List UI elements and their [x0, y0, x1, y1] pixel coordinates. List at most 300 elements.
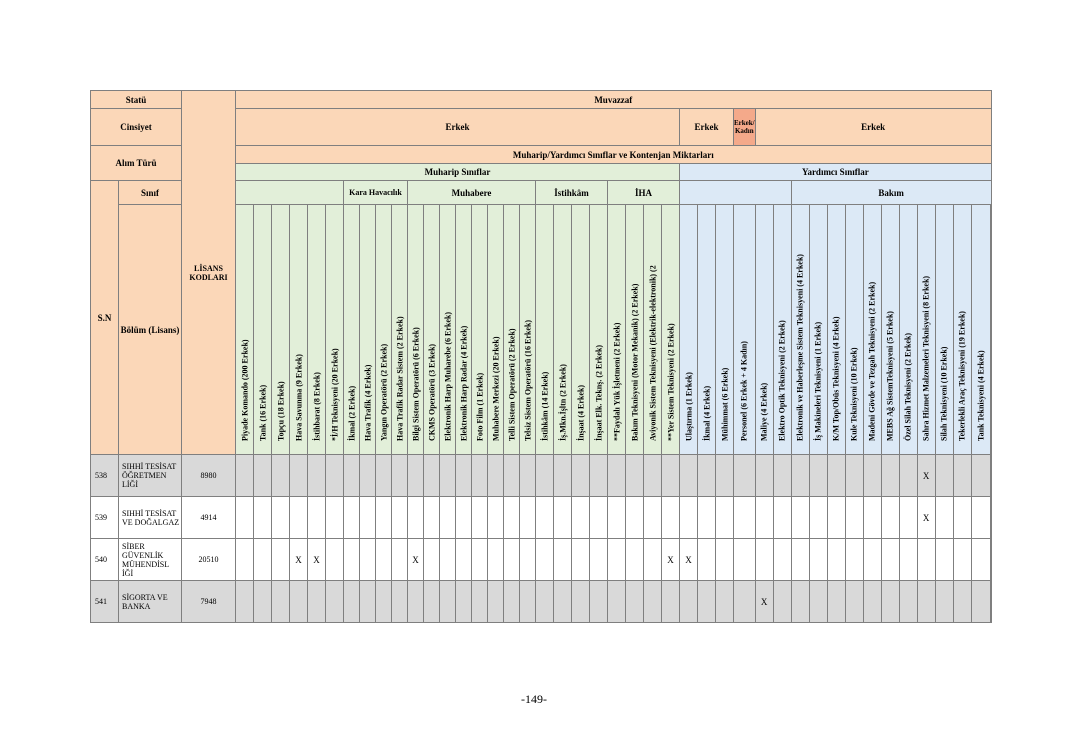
lisans-kodlari-label: LİSANS KODLARI: [182, 91, 236, 455]
class-column-label: Silah Teknisyeni (10 Erkek): [939, 346, 949, 441]
class-column-label: Topçu (18 Erkek): [276, 381, 285, 441]
quota-cell: [456, 497, 472, 539]
siniflar-title: Muharip/Yardımcı Sınıflar ve Kontenjan Miktarları: [236, 146, 992, 164]
license-quota-table-main: [90, 90, 992, 623]
class-column-label: Sahra Hizmet Malzemeleri Teknisyeni (8 Erkek): [921, 275, 931, 441]
quota-cell: [644, 581, 662, 623]
quota-cell: [360, 497, 376, 539]
quota-cell: [456, 455, 472, 497]
class-column-header: [791, 205, 809, 455]
class-column-header: [536, 205, 554, 455]
quota-cell: [809, 581, 827, 623]
class-column-header: [716, 205, 734, 455]
quota-cell: [272, 455, 290, 497]
quota-mark: X: [680, 539, 698, 581]
quota-cell: [953, 455, 971, 497]
quota-cell: [626, 539, 644, 581]
quota-cell: [608, 581, 626, 623]
quota-cell: [554, 539, 572, 581]
quota-cell: [644, 497, 662, 539]
quota-cell: [809, 539, 827, 581]
quota-cell: [326, 497, 344, 539]
row-bolum: SIHHİ TESİSAT VE DOĞALGAZ: [119, 497, 182, 539]
quota-cell: [488, 581, 504, 623]
quota-cell: [424, 539, 440, 581]
class-column-label: *İ/H Teknisyeni (20 Erkek): [330, 348, 339, 441]
quota-cell: [716, 539, 734, 581]
quota-mark: X: [662, 539, 680, 581]
table-row: [91, 539, 992, 581]
row-bolum: SIHHİ TESİSAT ÖĞRETMEN LİĞİ: [119, 455, 182, 497]
quota-cell: [791, 539, 809, 581]
class-column-header: [236, 205, 254, 455]
quota-cell: [917, 581, 935, 623]
class-column-header: [644, 205, 662, 455]
quota-cell: [236, 497, 254, 539]
class-column-label: Elektronik Harp Muharebe (6 Erkek): [443, 311, 452, 441]
class-column-header: [440, 205, 456, 455]
quota-cell: [472, 581, 488, 623]
muharip-plain-group: [236, 181, 344, 205]
quota-cell: [755, 497, 773, 539]
quota-cell: [734, 539, 756, 581]
muhabere-group: Muhabere: [408, 181, 536, 205]
quota-cell: [456, 581, 472, 623]
quota-cell: [440, 581, 456, 623]
class-column-label: Muhabere Merkezi (20 Erkek): [491, 336, 500, 441]
statu-label: Statü: [91, 91, 182, 109]
class-column-header: [990, 205, 991, 455]
class-column-label: Tekerlekli Araç Teknisyeni (19 Erkek): [957, 311, 967, 441]
class-column-label: Tank Teknisyeni (4 Erkek): [976, 350, 986, 441]
quota-cell: [472, 497, 488, 539]
class-column-header: [254, 205, 272, 455]
class-column-label: Ulaştırma (1 Erkek): [684, 372, 693, 441]
class-column-header: [827, 205, 845, 455]
row-sn: 540: [91, 539, 119, 581]
quota-cell: [827, 539, 845, 581]
quota-cell: [272, 539, 290, 581]
quota-cell: [536, 497, 554, 539]
class-column-label: Özel Silah Teknisyeni (2 Erkek): [903, 332, 913, 441]
quota-cell: [809, 497, 827, 539]
class-column-header: [863, 205, 881, 455]
class-column-header: [917, 205, 935, 455]
class-column-label: **Yer Sistem Teknisyeni (2 Erkek): [666, 323, 675, 441]
quota-cell: [290, 581, 308, 623]
class-column-header: [272, 205, 290, 455]
quota-cell: [488, 539, 504, 581]
yardimci-siniflar-header: Yardımcı Sınıflar: [680, 164, 992, 181]
quota-cell: [899, 539, 917, 581]
class-column-header: [290, 205, 308, 455]
class-column-label: Aviyonik Sistem Teknisyeni (Elektrik-elektronik) (2: [648, 265, 657, 441]
class-column-label: Yangın Operatörü (2 Erkek): [379, 343, 388, 441]
quota-cell: [290, 497, 308, 539]
muvazzaf-header: Muvazzaf: [236, 91, 992, 109]
quota-cell: [360, 539, 376, 581]
class-column-label: Telsiz Sistem Operatörü (16 Erkek): [523, 319, 532, 441]
quota-cell: [392, 581, 408, 623]
quota-cell: [272, 497, 290, 539]
class-column-header: [590, 205, 608, 455]
quota-cell: [863, 455, 881, 497]
quota-cell: [881, 497, 899, 539]
quota-cell: [935, 539, 953, 581]
class-column-label: Personel (6 Erkek + 4 Kadın): [739, 341, 749, 441]
quota-cell: [554, 455, 572, 497]
quota-cell: [827, 581, 845, 623]
class-column-header: [680, 205, 698, 455]
quota-cell: [504, 581, 520, 623]
quota-cell: [755, 539, 773, 581]
class-column-header: [572, 205, 590, 455]
quota-cell: [971, 455, 990, 497]
quota-cell: [734, 497, 756, 539]
quota-cell: [734, 455, 756, 497]
row-lisans-kodu: 8980: [182, 455, 236, 497]
quota-cell: [308, 581, 326, 623]
class-column-label: İnşaat (4 Erkek): [576, 384, 585, 441]
class-column-label: Bakım Teknisyeni (Motor Mekanik) (2 Erkek): [630, 283, 639, 441]
quota-cell: [408, 581, 424, 623]
quota-cell: [644, 455, 662, 497]
class-column-label: Hava Trafik Radar Sistem (2 Erkek): [395, 316, 404, 441]
quota-cell: [899, 581, 917, 623]
quota-cell: [773, 455, 791, 497]
quota-cell: [990, 581, 991, 623]
quota-cell: [488, 497, 504, 539]
quota-cell: [424, 581, 440, 623]
quota-cell: [536, 455, 554, 497]
quota-cell: [716, 497, 734, 539]
quota-cell: [440, 539, 456, 581]
sinif-label: Sınıf: [119, 181, 182, 205]
quota-cell: [899, 497, 917, 539]
quota-cell: [608, 539, 626, 581]
muharip-siniflar-header: Muharip Sınıflar: [236, 164, 680, 181]
quota-cell: [326, 581, 344, 623]
quota-cell: [662, 497, 680, 539]
quota-cell: [554, 581, 572, 623]
quota-cell: [520, 497, 536, 539]
row-bolum: SİBER GÜVENLİK MÜHENDİSL İĞİ: [119, 539, 182, 581]
class-column-header: [392, 205, 408, 455]
quota-cell: [644, 539, 662, 581]
class-column-label: İkmal (2 Erkek): [347, 385, 356, 441]
bolum-label: Bölüm (Lisans): [119, 205, 182, 455]
table-row: [91, 581, 992, 623]
quota-cell: [254, 581, 272, 623]
class-column-header: [456, 205, 472, 455]
quota-cell: [424, 497, 440, 539]
class-column-label: İş Makineleri Teknisyeni (1 Erkek): [813, 321, 823, 441]
page-number: -149-: [521, 692, 547, 706]
quota-cell: [572, 497, 590, 539]
quota-cell: [755, 455, 773, 497]
quota-cell: [360, 455, 376, 497]
quota-cell: [734, 581, 756, 623]
row-lisans-kodu: 7948: [182, 581, 236, 623]
class-column-header: [935, 205, 953, 455]
quota-cell: [626, 581, 644, 623]
class-column-header: [376, 205, 392, 455]
quota-cell: [290, 455, 308, 497]
quota-cell: [827, 455, 845, 497]
quota-cell: [845, 539, 863, 581]
quota-cell: [440, 455, 456, 497]
quota-cell: [845, 455, 863, 497]
quota-cell: [590, 539, 608, 581]
cinsiyet-erkek-right: Erkek: [755, 109, 991, 146]
class-column-label: Elektronik ve Haberleşme Sistem Teknisyeni (4 Erkek): [795, 254, 805, 441]
class-column-header: [953, 205, 971, 455]
quota-cell: [326, 455, 344, 497]
quota-cell: [236, 455, 254, 497]
quota-cell: [308, 455, 326, 497]
quota-cell: [608, 497, 626, 539]
class-column-header: [971, 205, 990, 455]
quota-cell: [626, 455, 644, 497]
class-column-label: K/M Top/Obüs Teknisyeni (4 Erkek): [831, 316, 841, 441]
class-column-header: [488, 205, 504, 455]
class-column-label: Telli Sistem Operatörü (2 Erkek): [507, 328, 516, 441]
quota-cell: [971, 497, 990, 539]
class-column-header: [424, 205, 440, 455]
quota-mark: X: [917, 455, 935, 497]
row-bolum: SİGORTA VE BANKA: [119, 581, 182, 623]
class-column-label: Piyade Komando (200 Erkek): [240, 339, 249, 441]
class-column-label: İş.Mkn.İşltn (2 Erkek): [558, 364, 567, 441]
quota-cell: [845, 497, 863, 539]
iha-group: İHA: [608, 181, 680, 205]
class-column-label: [990, 325, 991, 441]
class-column-header: [734, 205, 756, 455]
row-sn: 541: [91, 581, 119, 623]
quota-cell: [990, 455, 991, 497]
class-column-label: Tank (16 Erkek): [258, 384, 267, 441]
class-column-label: Hava Trafik (4 Erkek): [363, 364, 372, 441]
cinsiyet-erkek-kadin: Erkek/ Kadın: [734, 109, 756, 146]
quota-cell: [773, 581, 791, 623]
cinsiyet-erkek-mid: Erkek: [680, 109, 734, 146]
quota-cell: [680, 455, 698, 497]
class-column-label: Mühimmat (6 Erkek): [720, 367, 729, 441]
quota-cell: [971, 539, 990, 581]
quota-cell: [716, 455, 734, 497]
class-column-header: [408, 205, 424, 455]
class-column-header: [881, 205, 899, 455]
quota-cell: [504, 455, 520, 497]
quota-cell: [626, 497, 644, 539]
quota-cell: [520, 455, 536, 497]
quota-cell: [953, 581, 971, 623]
quota-cell: [440, 497, 456, 539]
class-column-header: [755, 205, 773, 455]
quota-cell: [408, 497, 424, 539]
quota-cell: [881, 581, 899, 623]
class-column-header: [626, 205, 644, 455]
quota-cell: [827, 497, 845, 539]
quota-cell: [917, 539, 935, 581]
class-column-header: [845, 205, 863, 455]
quota-cell: [716, 581, 734, 623]
class-column-header: [520, 205, 536, 455]
sn-label: S.N: [91, 181, 119, 455]
quota-cell: [773, 539, 791, 581]
quota-cell: [698, 497, 716, 539]
quota-cell: [935, 581, 953, 623]
quota-cell: [698, 539, 716, 581]
quota-cell: [472, 539, 488, 581]
class-column-label: MEBS Ağ SistemTeknisyeni (5 Erkek): [885, 311, 895, 441]
class-column-label: Hava Savunma (9 Erkek): [294, 354, 303, 441]
quota-cell: [990, 497, 991, 539]
class-column-header: [809, 205, 827, 455]
quota-cell: [572, 539, 590, 581]
yardimci-plain-group: [680, 181, 792, 205]
quota-cell: [392, 455, 408, 497]
quota-cell: [344, 539, 360, 581]
class-column-header: [326, 205, 344, 455]
quota-mark: X: [755, 581, 773, 623]
quota-cell: [863, 539, 881, 581]
quota-cell: [662, 581, 680, 623]
quota-cell: [308, 497, 326, 539]
quota-cell: [456, 539, 472, 581]
quota-cell: [376, 581, 392, 623]
quota-cell: [376, 539, 392, 581]
quota-cell: [845, 581, 863, 623]
quota-cell: [773, 497, 791, 539]
quota-cell: [254, 455, 272, 497]
class-column-header: [662, 205, 680, 455]
class-column-label: **Faydalı Yük İşletmeni (2 Erkek): [612, 322, 621, 441]
row-lisans-kodu: 4914: [182, 497, 236, 539]
table-row: [91, 497, 992, 539]
quota-cell: [680, 581, 698, 623]
quota-cell: [863, 497, 881, 539]
quota-cell: [392, 539, 408, 581]
quota-cell: [698, 581, 716, 623]
class-column-label: Elektronik Harp Radar (4 Erkek): [459, 325, 468, 441]
quota-mark: X: [308, 539, 326, 581]
quota-cell: [680, 497, 698, 539]
quota-mark: X: [408, 539, 424, 581]
class-column-label: Elektro Optik Teknisyeni (2 Erkek): [777, 320, 787, 441]
quota-cell: [236, 581, 254, 623]
quota-cell: [344, 497, 360, 539]
quota-cell: [863, 581, 881, 623]
quota-cell: [698, 455, 716, 497]
quota-cell: [608, 455, 626, 497]
quota-cell: [472, 455, 488, 497]
class-column-label: İstihkâm (14 Erkek): [540, 371, 549, 441]
quota-mark: X: [290, 539, 308, 581]
quota-cell: [254, 539, 272, 581]
class-column-header: [360, 205, 376, 455]
quota-cell: [408, 455, 424, 497]
kara-havacilik-group: Kara Havacılık: [344, 181, 408, 205]
class-column-header: [608, 205, 626, 455]
quota-cell: [590, 455, 608, 497]
class-column-header: [698, 205, 716, 455]
quota-cell: [791, 497, 809, 539]
row-sn: 539: [91, 497, 119, 539]
class-column-label: Maliye (4 Erkek): [759, 382, 769, 441]
quota-cell: [809, 455, 827, 497]
quota-cell: [236, 539, 254, 581]
cinsiyet-erkek-main: Erkek: [236, 109, 680, 146]
alim-turu-label: Alım Türü: [91, 146, 182, 181]
istihkam-group: İstihkâm: [536, 181, 608, 205]
quota-cell: [520, 539, 536, 581]
quota-cell: [572, 455, 590, 497]
class-column-label: Foto Film (1 Erkek): [475, 372, 484, 441]
quota-cell: [424, 455, 440, 497]
quota-mark: X: [917, 497, 935, 539]
class-column-header: [308, 205, 326, 455]
quota-cell: [881, 539, 899, 581]
quota-cell: [935, 455, 953, 497]
quota-cell: [536, 539, 554, 581]
class-column-label: Bilgi Sistem Operatörü (6 Erkek): [411, 327, 420, 441]
quota-cell: [662, 455, 680, 497]
table-row: [91, 455, 992, 497]
quota-cell: [272, 581, 290, 623]
class-column-header: [773, 205, 791, 455]
quota-cell: [899, 455, 917, 497]
quota-cell: [344, 581, 360, 623]
quota-cell: [590, 581, 608, 623]
class-column-header: [899, 205, 917, 455]
class-column-label: Madeni Gövde ve Tezgah Teknisyeni (2 Erkek): [867, 281, 877, 441]
cinsiyet-label: Cinsiyet: [91, 109, 182, 146]
quota-cell: [935, 497, 953, 539]
quota-cell: [791, 581, 809, 623]
quota-cell: [554, 497, 572, 539]
quota-cell: [953, 497, 971, 539]
class-column-header: [504, 205, 520, 455]
class-column-header: [554, 205, 572, 455]
row-lisans-kodu: 20510: [182, 539, 236, 581]
quota-cell: [520, 581, 536, 623]
class-column-label: İnşaat Elk. Teknş. (2 Erkek): [594, 344, 603, 441]
quota-cell: [990, 539, 991, 581]
row-sn: 538: [91, 455, 119, 497]
quota-cell: [953, 539, 971, 581]
quota-cell: [572, 581, 590, 623]
quota-cell: [536, 581, 554, 623]
quota-cell: [488, 455, 504, 497]
class-column-label: Kule Teknisyeni (10 Erkek): [849, 347, 859, 441]
quota-cell: [344, 455, 360, 497]
class-column-label: İstihbarat (8 Erkek): [312, 372, 321, 441]
class-column-header: [344, 205, 360, 455]
quota-cell: [504, 497, 520, 539]
quota-cell: [791, 455, 809, 497]
quota-cell: [881, 455, 899, 497]
quota-cell: [504, 539, 520, 581]
quota-cell: [360, 581, 376, 623]
quota-cell: [254, 497, 272, 539]
class-column-label: CKMS Operatörü (3 Erkek): [427, 343, 436, 441]
quota-cell: [376, 497, 392, 539]
quota-cell: [376, 455, 392, 497]
class-column-header: [472, 205, 488, 455]
quota-cell: [971, 581, 990, 623]
quota-cell: [392, 497, 408, 539]
